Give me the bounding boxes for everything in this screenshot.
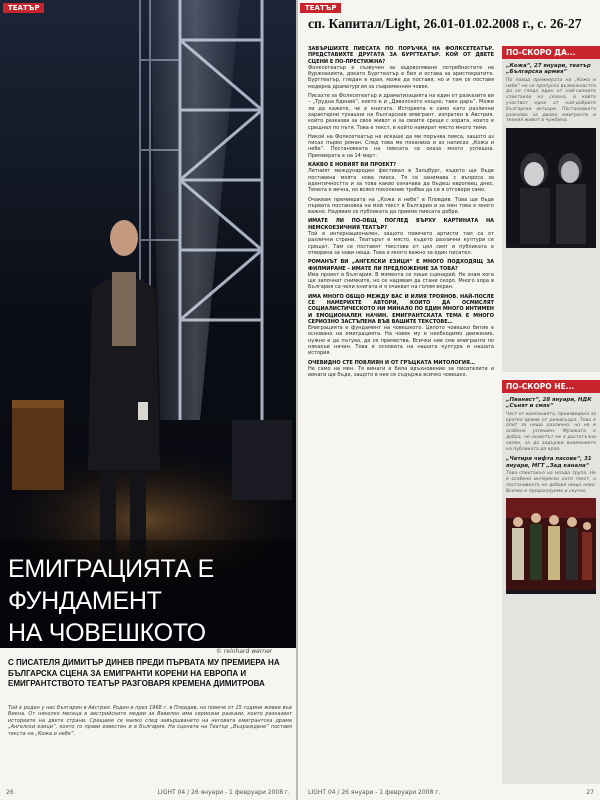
sidebar-recommended — [502, 46, 600, 372]
answer: Емиграцията е фундамент на човешкото. Цялото човешко битие е основано на емиграцията. На човек му е необходимо движение, нужно е да пътува, да се премества. Всички ние сме емигранти по някакъв начин. Това е основата на нашата култура и нашата история. — [308, 325, 494, 357]
question: ОЧЕВИДНО СТЕ ПОВЛИЯН И ОТ ГРЪЦКАТА МИТОЛОГИЯ… — [308, 359, 475, 366]
section-tag: ТЕАТЪР — [3, 3, 44, 13]
folio-right — [308, 789, 594, 796]
photo-credit: © reinhard werner — [216, 648, 273, 655]
interview-paragraph — [308, 46, 494, 90]
answer: Фолксетеатър е съзвучен за задоволяване потребностите на буржоазията, докато Бургтеатър е бил и остава за аристократите. Бургтеатър, гледан в края, може да поставя, но и там се поставя модерна драматургия за съвременния човек. — [308, 64, 494, 90]
page-number: 27 — [586, 789, 594, 796]
sidebar-photo-illustration — [506, 128, 596, 244]
article-headline — [8, 553, 292, 648]
interview-paragraph: Никой на Фолксетеатър не искаше да ми поръчва пиеса, защото аз писах първо роман. След това ме поканиха и аз написах „Кожа и небе“. Постановката на пиесата се оказа много успешна. Премиерата е на 14 март. — [308, 133, 494, 159]
sidebar-show-title: „Четири чифта пасове“, 31 януари, МГТ „Зад канала“ — [506, 456, 592, 469]
question: КАКВО Е НОВИЯТ ВИ ПРОЕКТ? — [308, 162, 397, 169]
section-tag: ТЕАТЪР — [300, 3, 341, 13]
sidebar-photo — [506, 498, 596, 594]
question: ИМАТЕ ЛИ ПО-ОБЩ ПОГЛЕД ВЪРХУ КАРТИНАТА НА НЕМСКОЕЗИЧНИЯ ТЕАТЪР? — [308, 218, 494, 231]
interview-paragraph — [308, 162, 494, 193]
article-intro: Той е роден у нас българин в Австрия. Роден е през 1968 г. в Пловдив, но повече от 15 години живее във Виена. От няколко месеца в австрийските медии за Вавилон има сериозни разкази, които разказват историите на двете страни. Срещаме се малко след завършването на неговата емигрантска драма „Ангелски езици“, която го прави известен и в България. На сцената на Театър „Възраждане“ поставя текста на „Кожа и небе“. — [8, 705, 292, 737]
sidebar-heading: ПО-СКОРО ДА... — [502, 46, 600, 59]
headline-line-2: НА ЧОВЕШКОТО — [8, 619, 206, 647]
sidebar-photo-illustration — [506, 498, 596, 590]
answer: Той е интернационален, защото повечето артисти там са от различни страни. Театърът е място, където различни култури се срещат. Там се поставят текстове от цял свят и публиката е отворена за нови неща. Това е много важно за един писател. — [308, 231, 494, 256]
left-page — [0, 0, 296, 800]
interview-paragraph — [308, 294, 494, 357]
answer: Има проект в България. В момента се пише сценарий. Не знам кога ще започнат снимките, но се надявам да стане скоро. Много хора в България са чели книгата и я очакват на голям екран. — [308, 271, 494, 291]
article-lede: С ПИСАТЕЛЯ ДИМИТЪР ДИНЕВ ПРЕДИ ПЪРВАТА МУ ПРЕМИЕРА НА БЪЛГАРСКА СЦЕНА ЗА ЕМИГРАНТИ КОРЕНИ НА ЕВРОПА И ЕМИГРАНТСТВОТО ТЕАТЪР РАЗГОВАРЯ КРЕМЕНА ДИМИТРОВА — [8, 658, 280, 689]
interview-paragraph: Писахте за Фолксетеатър и драматизацията на един от разказите ви – „Трудна бдение“, което е и „Дяволското нощно, таен даръ“. Може ли да кажете, че е книгата. Историята е само като различни характерни тукашни на българския емигрант, изпратен в Австрия, който разказва за своя живот и за своите срещи с хората, които е срещнал по пътя. Това е текст, в който намират място много теми. — [308, 93, 494, 131]
sidebar-show-title: „Пианист“, 28 януари, НДК „Сънят и смях“ — [506, 397, 592, 410]
publication-line: LIGHT 04 / 26 януари - 1 февруари 2008 г. — [308, 789, 441, 796]
answer: Летният международен фестивал в Залцбург, където ще бъде поставена моята нова пиеса. Тя се занимава с въпроса за идентичността и за това какво означава да бъдеш европеец днес. Темата е вечна, но всяко поколение трябва да си я отговори само. — [308, 168, 494, 194]
sidebar-not-recommended — [502, 380, 600, 784]
page-number: 26 — [6, 789, 14, 796]
folio-left — [6, 789, 290, 796]
question: ИМА МНОГО ОБЩО МЕЖДУ ВАС И ИЛИЯ ТРОЯНОВ. НАЙ-ПОСЛЕ СЕ НАМЕРИХТЕ АВТОРИ, КОИТО ДА ОСМИСЛЯТ СОЦИАЛИСТИЧЕСКОТО НИ МИНАЛО ПО ЕДИН МНОГО ИНТИМЕН И ЕМОЦИОНАЛЕН НАЧИН. ЕМИГРАНТСКАТА ТЕМА Е МНОГО СЕРИОЗНО ЗАСТЪПЕНА ВЪВ ВАШИТЕ ТЕКСТОВЕ… — [308, 293, 494, 325]
interview-paragraph — [308, 218, 494, 256]
headline-line-1: ЕМИГРАЦИЯТА Е ФУНДАМЕНТ — [8, 555, 215, 615]
stage-photo — [0, 0, 296, 648]
sidebar-heading: ПО-СКОРО НЕ... — [502, 380, 600, 393]
question: РОМАНЪТ ВИ „АНГЕЛСКИ ЕЗИЦИ“ Е МНОГО ПОДХОДЯЩ ЗА ФИЛМИРАНЕ – ИМАТЕ ЛИ ПРЕДЛОЖЕНИЕ ЗА ТОВА? — [308, 259, 494, 272]
interview-paragraph — [308, 360, 494, 379]
question: ЗАВЪРШИХТЕ ПИЕСАТА ПО ПОРЪЧКА НА ФОЛКСЕТЕАТЪР. ПРЕДСТАВИХТЕ ДРУГАТА ЗА БУРГТЕАТЪР. КОЙ ОТ ДВЕТЕ СЦЕНИ Е ПО-ПРЕСТИЖНА? — [308, 46, 494, 65]
sidebar-show-title: „Кожа“, 27 януари, театър „Българска армия“ — [506, 63, 591, 76]
sidebar-review-text: Част от компанията, произведена за кратко време от режисьора. Това е опит за нещо различно, но не е особено успешен. Музиката е добра, но сюжетът не е достатъчно силен, за да задържи вниманието на публиката до края. — [506, 411, 596, 452]
interview-column — [308, 46, 494, 782]
issue-header: сп. Капитал/Light, 26.01-01.02.2008 г., с. 26-27 — [308, 16, 582, 31]
sidebar-review-text: По повод премиерата на „Кожа и небе“ не се пропуска възможността да се гледа един от най-силните спектакли на сезона, в който участват едни от най-добрите български актьори. Постановката разказва за двама емигранти и техния живот в чужбина. — [506, 77, 596, 124]
interview-paragraph — [308, 259, 494, 290]
interview-paragraph: Очаквам премиерата на „Кожа и небе“ в Пловдив. Това ще бъде първата постановка на мой текст в България и за мен това е много важно. Надявам се публиката да приеме пиесата добре. — [308, 196, 494, 216]
sidebar-review-text: Това спектакъл на млада трупа. Не е особено интересен като текст, а постановката не добавя нищо ново. Всичко е предсказуемо и скучно. — [506, 471, 596, 494]
sidebar-photo — [506, 128, 596, 248]
answer: Не само на мен. Тя винаги е била вдъхновение за писателите и винаги ще бъде, защото в нея се съдържа всичко човешко. — [308, 365, 494, 379]
right-page — [298, 0, 600, 800]
stage-photo-illustration — [0, 0, 296, 648]
publication-line: LIGHT 04 / 26 януари - 1 февруари 2008 г. — [157, 789, 290, 796]
